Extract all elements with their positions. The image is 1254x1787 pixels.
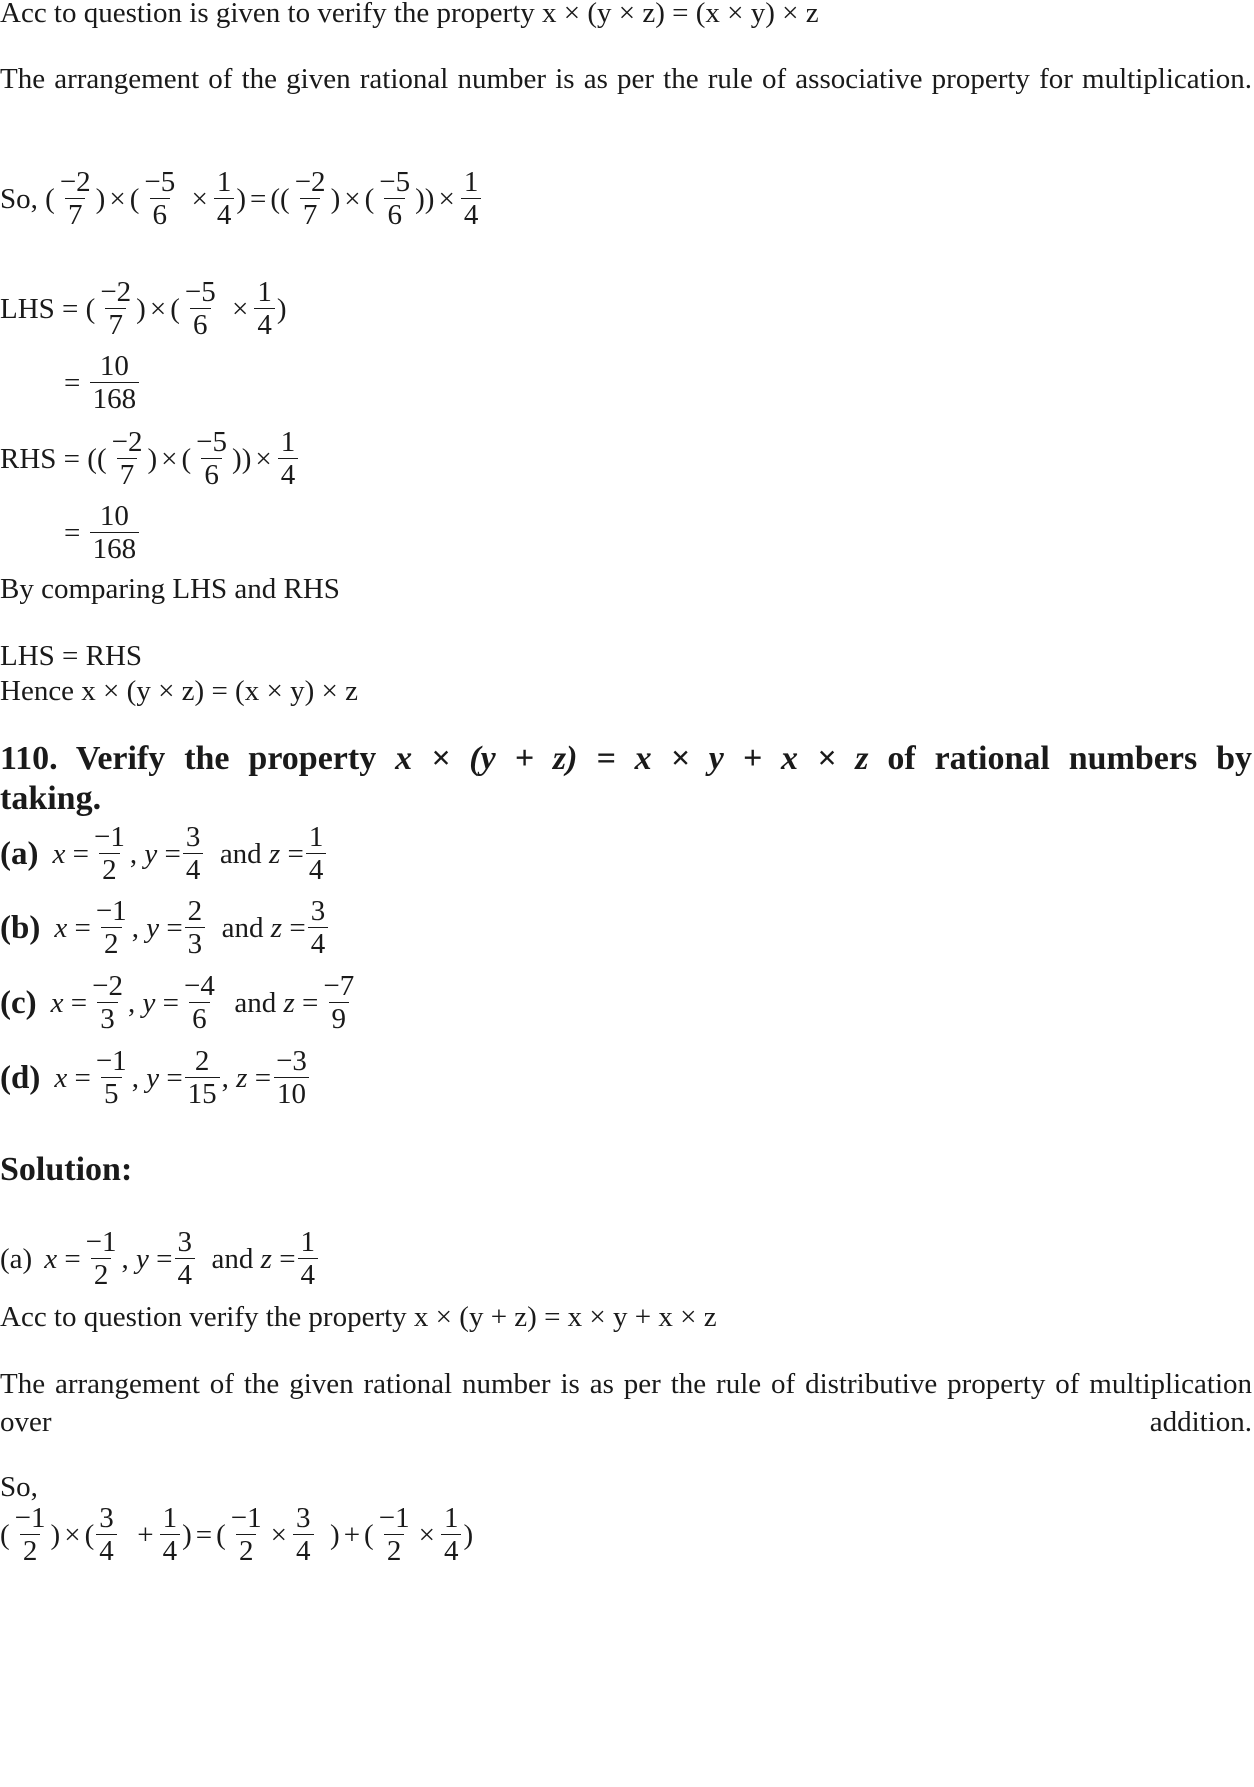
lhs-equation: LHS = ( $\frac{-2}{7}$ ) × ( $\frac{-5}{6}$ × $\frac{1}{4}$ ) [0,276,287,341]
rhs-result: = $\frac{10}{168}$ [0,500,1254,565]
option-b: (b) x = $\frac{-1}{2}$ , y = $\frac{2}{3}$ and z = $\frac{3}{4}$ [0,895,1254,960]
fraction: $\frac{1}{4}$ [278,426,299,491]
solution-a-values: (a) x = $\frac{-1}{2}$ , y = $\frac{3}{4}$ and z = $\frac{1}{4}$ [0,1226,1254,1291]
fraction: $\frac{-5}{6}$ [196,426,228,491]
question-heading-line2: taking. [0,780,102,817]
fraction: $\frac{-5}{6}$ [144,166,176,231]
hence-line: Hence x × (y × z) = (x × y) × z [0,675,358,707]
so-equation: So, ( $\frac{-2}{7}$ ) × ( $\frac{-5}{6}$ × $\frac{1}{4}$ ) = (( $\frac{-2}{7}$ ) × ( $\frac{-5}{6}$ )) × $\frac{1}{4}$ [0,166,1254,231]
fraction: $\frac{-2}{7}$ [59,166,91,231]
intro-text: Acc to question is given to verify the property x × (y × z) = (x × y) × z [0,0,819,29]
fraction: $\frac{10}{168}$ [90,350,140,415]
intro-paragraph: The arrangement of the given rational number is as per the rule of associative property for multiplication. [0,63,1252,95]
rhs-equation: RHS = (( $\frac{-2}{7}$ ) × ( $\frac{-5}{6}$ )) × $\frac{1}{4}$ [0,426,1254,491]
option-a: (a) x = $\frac{-1}{2}$ , y = $\frac{3}{4}$ and z = $\frac{1}{4}$ [0,821,1254,886]
intro-line [0,0,1254,32]
question-heading: 110. Verify the property x × (y + z) = x × y + x × z of rational numbers by [0,740,1252,777]
fraction: $\frac{-5}{6}$ [379,166,411,231]
fraction: $\frac{1}{4}$ [214,166,235,231]
solution-so: So, [0,1471,38,1503]
solution-heading: Solution: [0,1151,133,1188]
compare-line: By comparing LHS and RHS [0,573,340,605]
fraction: $\frac{-2}{7}$ [100,276,132,341]
fraction: $\frac{1}{4}$ [254,276,275,341]
fraction: $\frac{10}{168}$ [90,500,140,565]
fraction: $\frac{-2}{7}$ [111,426,143,491]
fraction: $\frac{-2}{7}$ [294,166,326,231]
distributive-equation: ( $\frac{-1}{2}$ ) × ( $\frac{3}{4}$ + $\frac{1}{4}$ ) = ( $\frac{-1}{2}$ × $\frac{3}{4}$ ) + ( $\frac{-1}{2}$ × $\frac{1}{4}$ ) [0,1502,474,1567]
solution-paragraph: The arrangement of the given rational number is as per the rule of distributive property of multiplication over addition. [0,1368,1252,1438]
solution-verify-line: Acc to question verify the property x × (y + z) = x × y + x × z [0,1301,717,1333]
fraction: $\frac{1}{4}$ [461,166,482,231]
fraction: $\frac{-5}{6}$ [184,276,216,341]
lhs-equals-rhs: LHS = RHS [0,640,143,672]
option-c: (c) x = $\frac{-2}{3}$ , y = $\frac{-4}{6}$ and z = $\frac{-7}{9}$ [0,970,355,1035]
option-d: (d) x = $\frac{-1}{5}$ , y = $\frac{2}{15}$ , z = $\frac{-3}{10}$ [0,1045,1254,1110]
lhs-result: = $\frac{10}{168}$ [0,350,1254,415]
